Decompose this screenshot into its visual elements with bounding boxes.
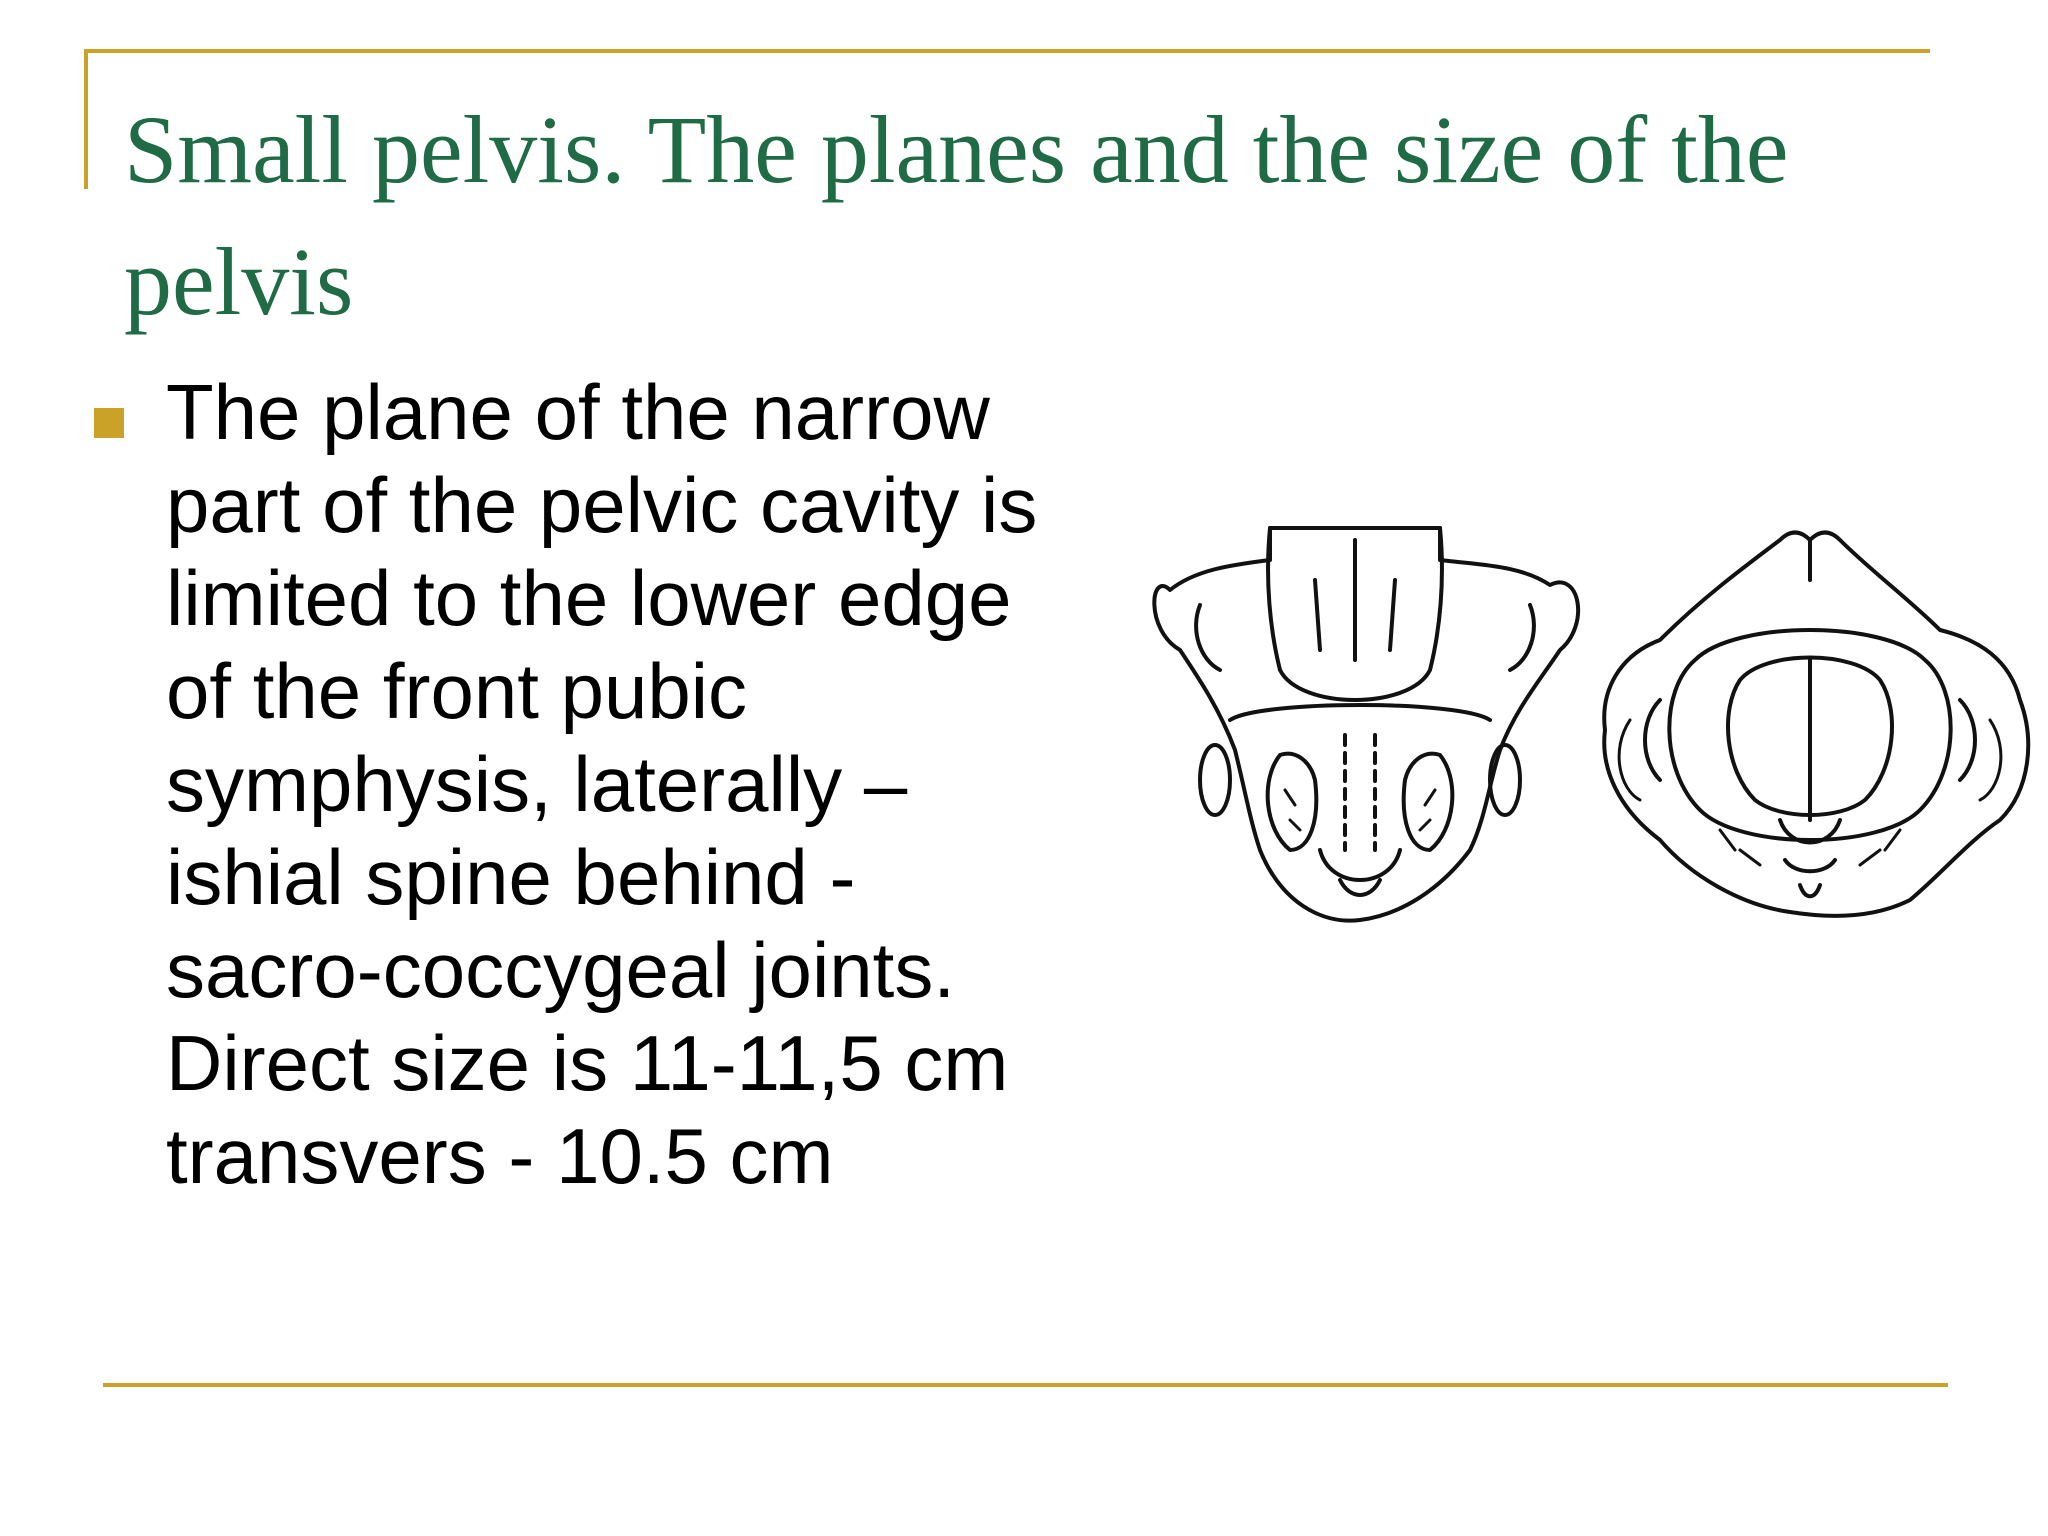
- pelvis-front-view: [1154, 528, 1578, 921]
- top-accent-rule: [84, 49, 1930, 53]
- slide-title: Small pelvis. The planes and the size of the pelvis: [124, 96, 1789, 335]
- bullet-text: The plane of the narrow part of the pelvic cavity is limited to the lower edge of the front pubic symphysis, laterally – ishial spine behind - sacro-coccygeal joints. Direct size is 11-11,5 cm transvers - 10.5 cm: [166, 368, 1038, 1200]
- square-bullet-icon: [94, 408, 124, 438]
- pelvis-inferior-view: [1604, 533, 2028, 916]
- bottom-accent-rule: [103, 1383, 1948, 1387]
- left-accent-rule: [84, 49, 88, 189]
- pelvis-illustration: [1140, 520, 2048, 960]
